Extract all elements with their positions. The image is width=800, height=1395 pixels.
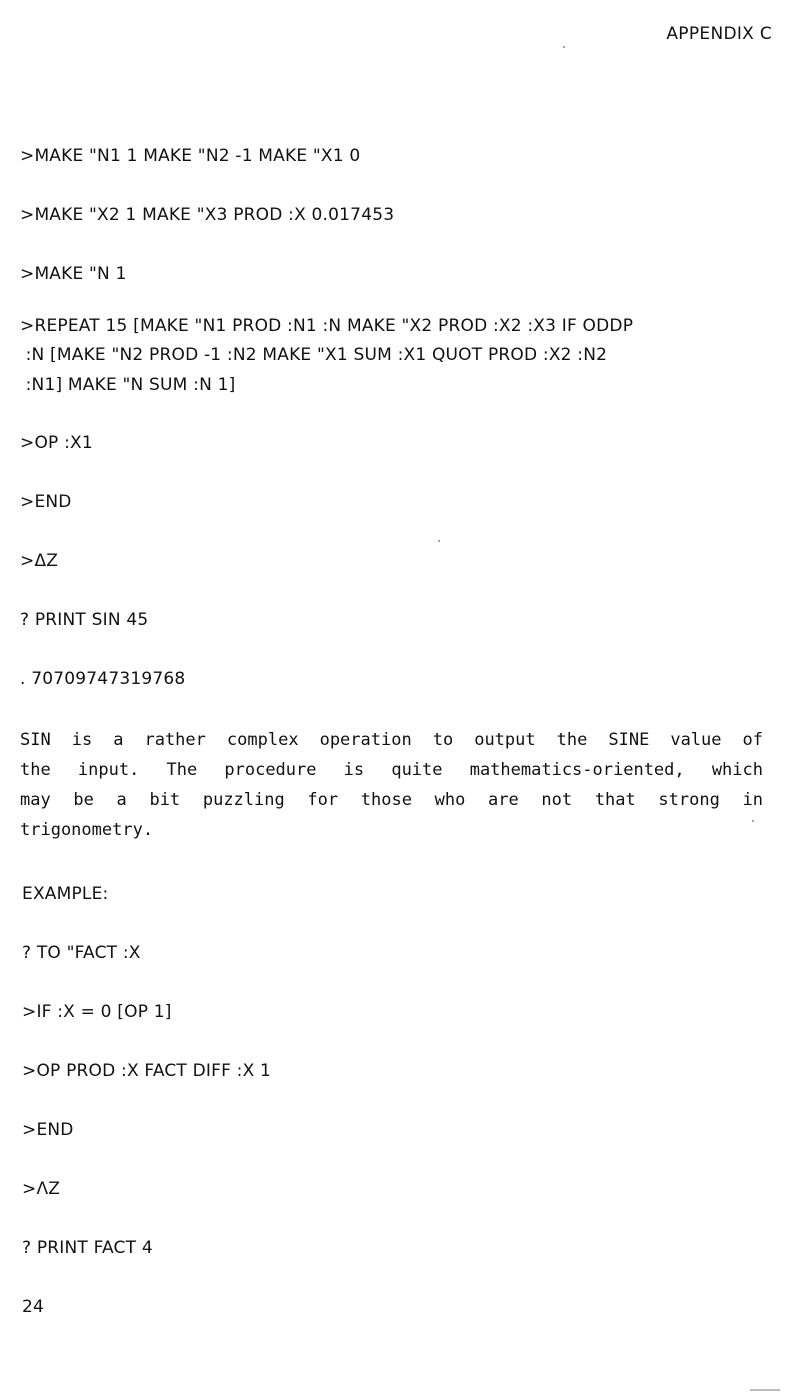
example-label: EXAMPLE: [22,884,109,904]
code-line: >MAKE "X2 1 MAKE "X3 PROD :X 0.017453 [20,205,395,225]
code-line: >OP :X1 [20,433,93,453]
output-line: 24 [22,1297,45,1317]
code-line: >REPEAT 15 [MAKE "N1 PROD :N1 :N MAKE "X2 PROD :X2 :X3 IF ODDP [20,316,634,336]
code-line: >IF :X = 0 [OP 1] [22,1002,172,1022]
code-line: >OP PROD :X FACT DIFF :X 1 [22,1061,272,1081]
scan-corner-mark [750,1389,780,1395]
scan-speck [563,46,565,48]
paragraph-line: the input. The procedure is quite mathematics-oriented, which [20,760,763,780]
code-line: ? PRINT FACT 4 [22,1238,153,1258]
code-line: ? PRINT SIN 45 [20,610,149,630]
code-line: ? TO "FACT :X [22,943,141,963]
code-line: :N1] MAKE "N SUM :N 1] [20,375,236,395]
code-line: >END [20,492,72,512]
code-line: >END [22,1120,74,1140]
scan-speck [752,820,754,822]
paragraph-line: trigonometry. [20,820,154,840]
scan-speck [438,540,440,542]
output-line: . 70709747319768 [20,669,186,689]
code-line: >ΛZ [22,1179,61,1199]
code-line: :N [MAKE "N2 PROD -1 :N2 MAKE "X1 SUM :X1 QUOT PROD :X2 :N2 [20,345,608,365]
code-line: >ΔZ [20,551,59,571]
description-paragraph [20,725,763,845]
code-line: >MAKE "N1 1 MAKE "N2 -1 MAKE "X1 0 [20,146,361,166]
code-line: >MAKE "N 1 [20,264,127,284]
paragraph-line: may be a bit puzzling for those who are not that strong in [20,790,763,810]
paragraph-line: SIN is a rather complex operation to output the SINE value of [20,730,763,750]
page-header: APPENDIX C [666,24,772,44]
